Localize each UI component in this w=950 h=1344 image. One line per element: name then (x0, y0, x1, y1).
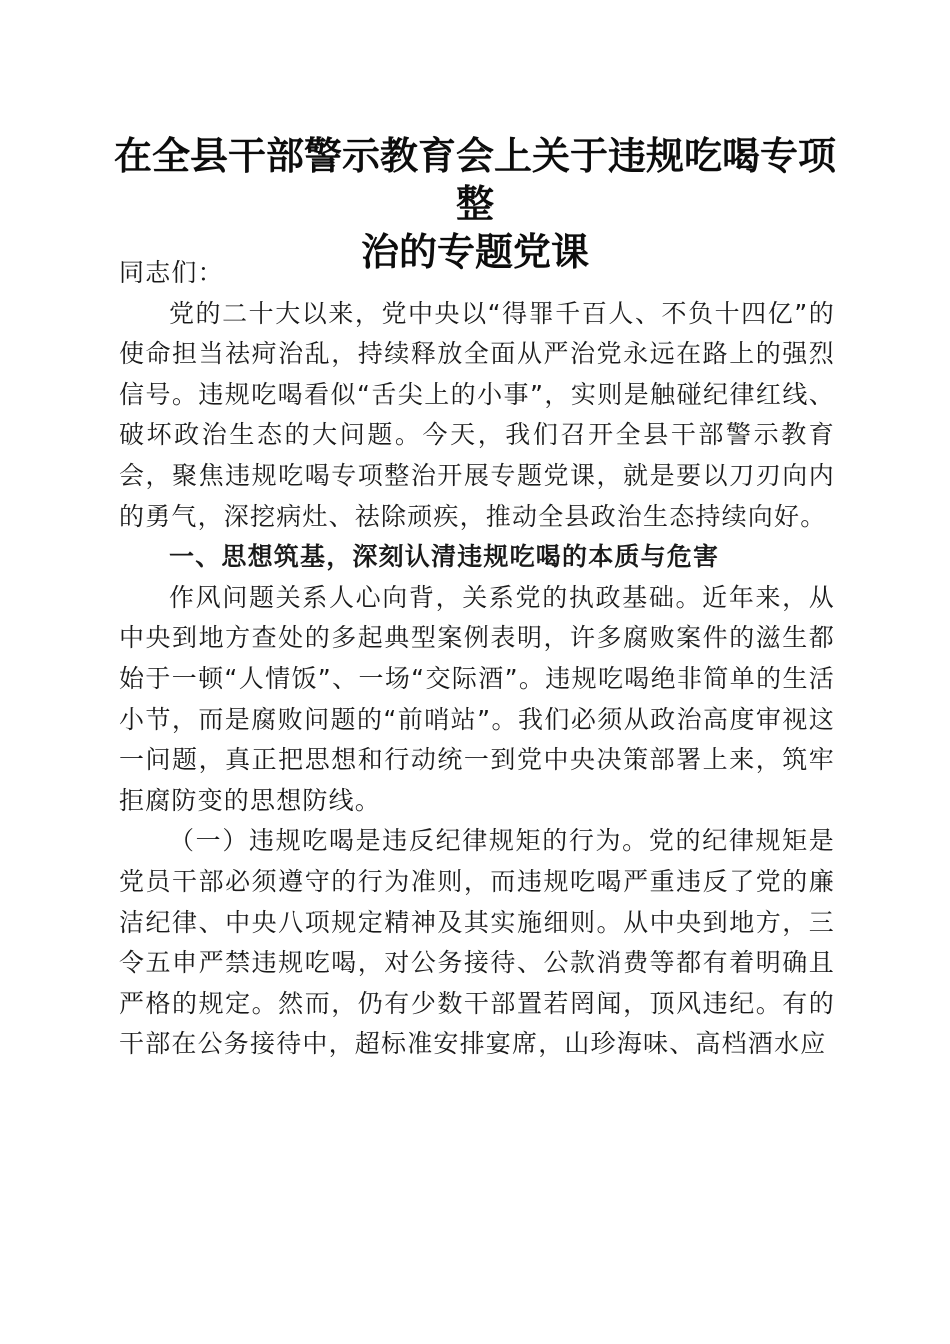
salutation: 同志们： (119, 258, 224, 287)
subsection-1-paragraph (119, 821, 835, 1065)
intro-paragraph: 党的二十大以来，党中央以“得罪千百人、不负十四亿”的使命担当祛疴治乱，持续释放全面从严治党永远在路上的强烈信号。违规吃喝看似“舌尖上的小事”，实则是触碰纪律红线、破坏政治生态的大问题。今天，我们召开全县干部警示教育会，聚焦违规吃喝专项整治开展专题党课，就是要以刀刃向内的勇气，深挖病灶、祛除顽疾，推动全县政治生态持续向好。 (119, 298, 835, 531)
document-body (119, 253, 835, 1065)
title-line-1: 在全县干部警示教育会上关于违规吃喝专项整 (113, 133, 836, 226)
section-1-paragraph: 作风问题关系人心向背，关系党的执政基础。近年来，从中央到地方查处的多起典型案例表明，许多腐败案件的滋生都始于一顿“人情饭”、一场“交际酒”。违规吃喝绝非简单的生活小节，而是腐败问题的“前哨站”。我们必须从政治高度审视这一问题，真正把思想和行动统一到党中央决策部署上来，筑牢拒腐防变的思想防线。 (119, 582, 835, 815)
title-line-2: 治的专题党课 (360, 229, 589, 274)
subsection-1-body: 党的纪律规矩是党员干部必须遵守的行为准则，而违规吃喝严重违反了党的廉洁纪律、中央八项规定精神及其实施细则。从中央到地方，三令五申严禁违规吃喝，对公务接待、公款消费等都有着明确且严格的规定。然而，仍有少数干部置若罔闻，顶风违纪。有的干部在公务接待中，超标准安排宴席，山珍海味、高档酒水应 (119, 826, 835, 1059)
section-1-heading: 一、思想筑基，深刻认清违规吃喝的本质与危害 (169, 542, 720, 572)
subsection-1-lead: （一）违规吃喝是违反纪律规矩的行为。 (169, 826, 649, 856)
